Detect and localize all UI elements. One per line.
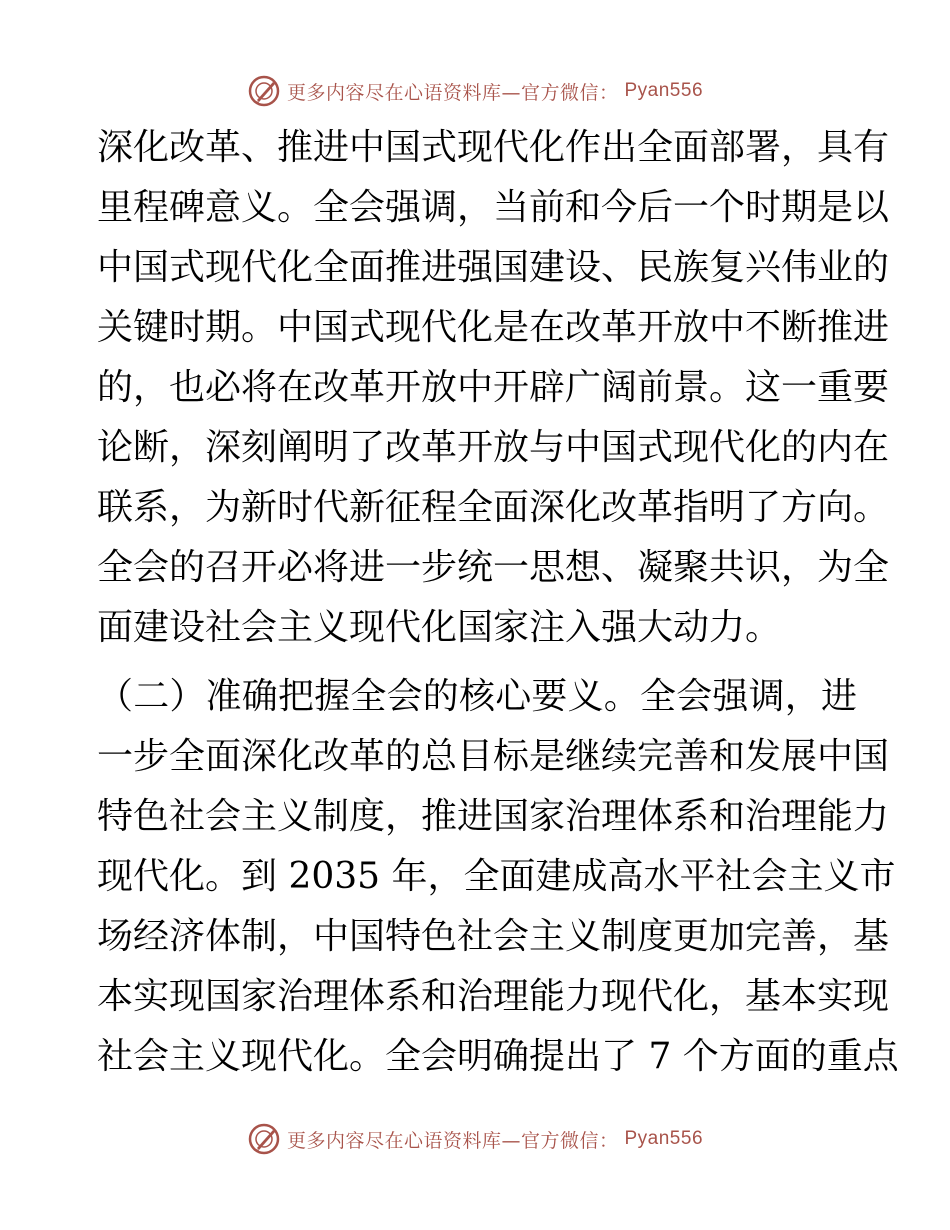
text-line: 场经济体制，中国特色社会主义制度更加完善，基	[97, 916, 890, 957]
paragraph-1	[97, 118, 890, 658]
text-line: 深化改革、推进中国式现代化作出全面部署，具有	[97, 127, 890, 168]
text-line: 面建设社会主义现代化国家注入强大动力。	[97, 607, 782, 648]
brush-logo-icon	[247, 74, 281, 108]
text-line: 全会的召开必将进一步统一思想、凝聚共识，为全	[97, 547, 890, 588]
watermark-text: 更多内容尽在心语资料库—官方微信：	[286, 81, 619, 104]
watermark-footer	[0, 1119, 950, 1159]
text-line: 特色社会主义制度，推进国家治理体系和治理能力	[97, 796, 890, 837]
text-line: （二）准确把握全会的核心要义。全会强调，进	[97, 676, 857, 717]
watermark-handle: Pyan556	[624, 80, 704, 101]
watermark-text: 更多内容尽在心语资料库—官方微信：	[286, 1129, 619, 1152]
paragraph-2	[97, 667, 899, 1087]
text-line: 的，也必将在改革开放中开辟广阔前景。这一重要	[97, 367, 890, 408]
text-line: 联系，为新时代新征程全面深化改革指明了方向。	[97, 487, 890, 528]
text-line: 关键时期。中国式现代化是在改革开放中不断推进	[97, 307, 890, 348]
text-line: 一步全面深化改革的总目标是继续完善和发展中国	[97, 736, 890, 777]
watermark-header	[0, 71, 950, 111]
text-line: 里程碑意义。全会强调，当前和今后一个时期是以	[97, 187, 890, 228]
document-body	[97, 118, 899, 1087]
text-line: 社会主义现代化。全会明确提出了 7 个方面的重点	[97, 1036, 899, 1077]
text-line: 中国式现代化全面推进强国建设、民族复兴伟业的	[97, 247, 890, 288]
brush-logo-icon	[247, 1122, 281, 1156]
text-line: 论断，深刻阐明了改革开放与中国式现代化的内在	[97, 427, 890, 468]
watermark-handle: Pyan556	[624, 1128, 704, 1149]
text-line: 本实现国家治理体系和治理能力现代化，基本实现	[97, 976, 890, 1017]
text-line: 现代化。到 2035 年，全面建成高水平社会主义市	[97, 856, 896, 897]
